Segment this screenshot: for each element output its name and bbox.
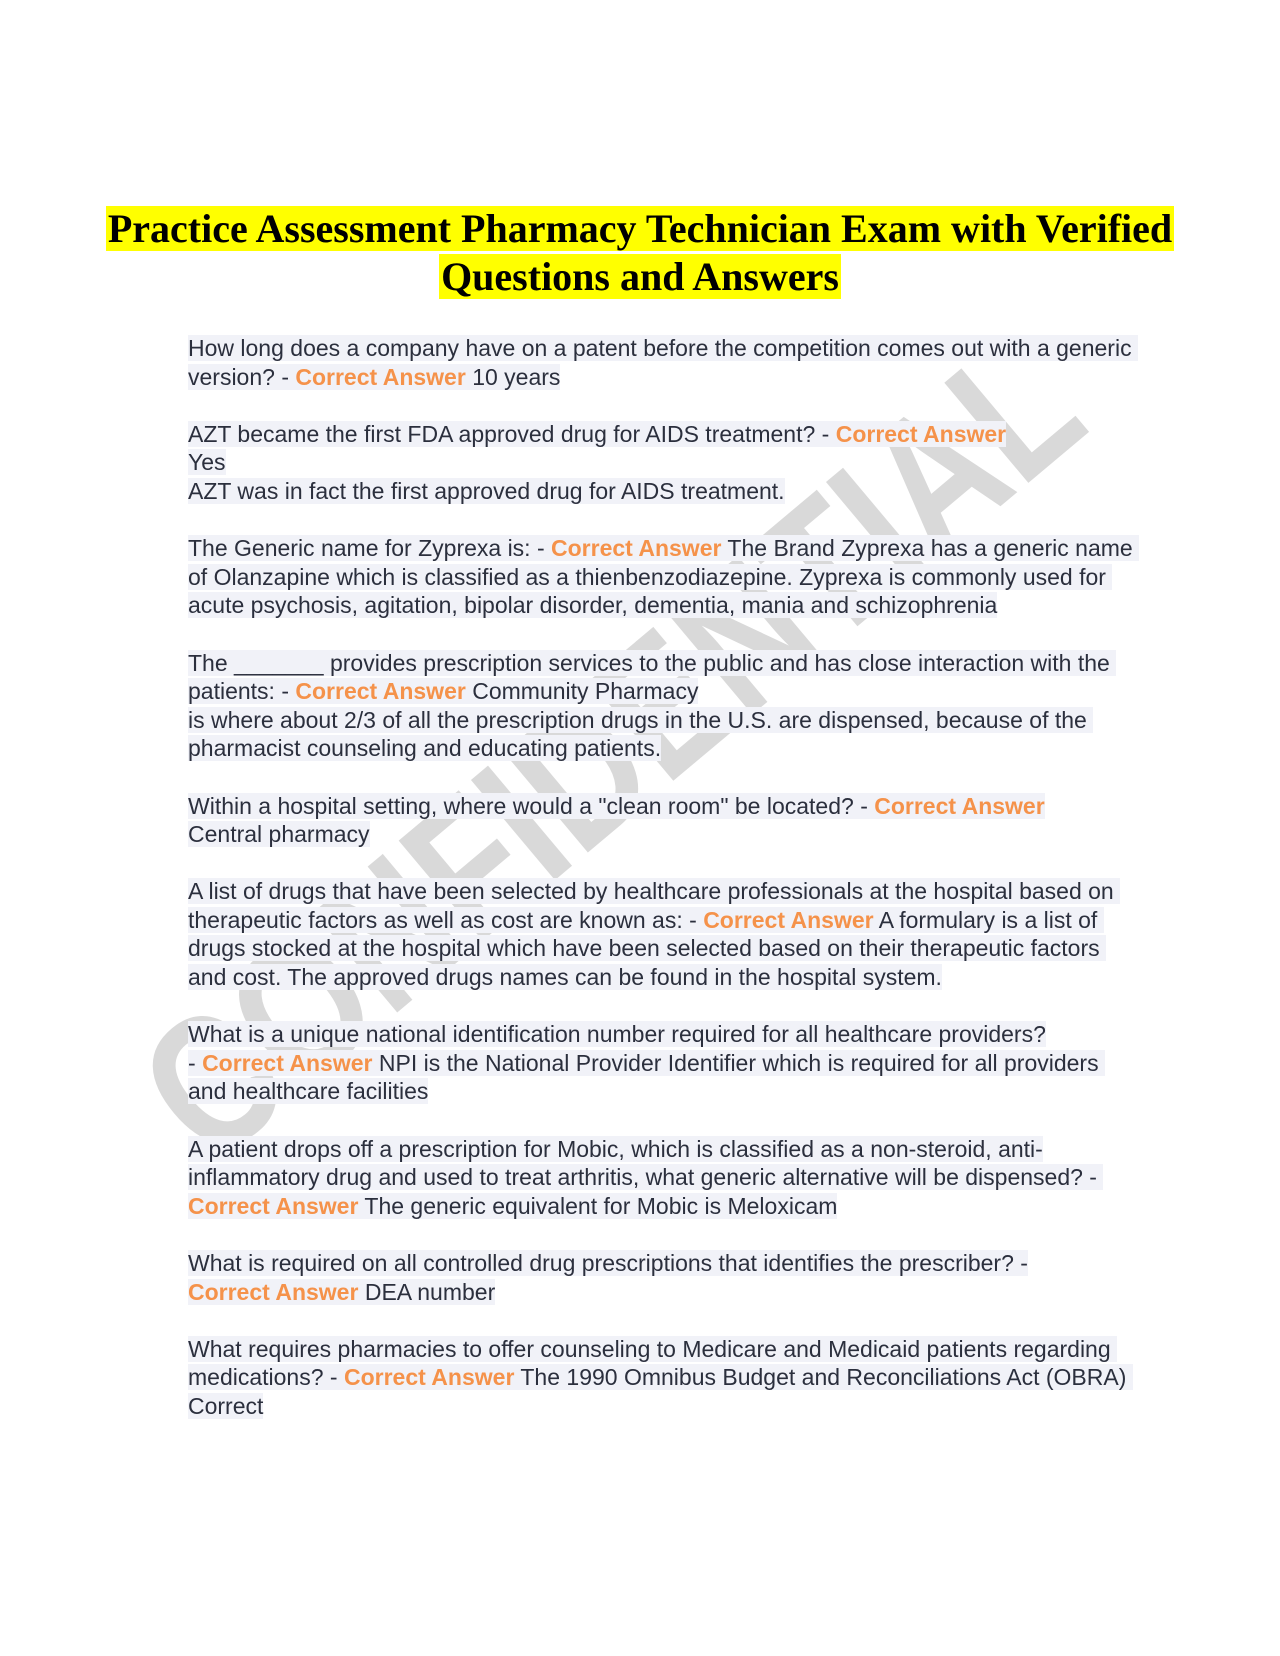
question-text: How long does a company have on a patent before the competition comes out with a generic version? -	[188, 335, 1138, 390]
qa-list	[188, 334, 1138, 1449]
correct-answer-label: Correct Answer	[703, 906, 874, 933]
question-text: What is required on all controlled drug prescriptions that identifies the prescriber? -	[188, 1250, 1028, 1276]
question-text: A list of drugs that have been selected by healthcare professionals at the hospital based on therapeutic factors as well as cost are known as: -	[188, 878, 1121, 933]
answer-text: Yes AZT was in fact the first approved drug for AIDS treatment.	[188, 449, 785, 504]
answer-text: A formulary is a list of drugs stocked at the hospital which have been selected based on their therapeutic factors and cost. The approved drugs names can be found in the hospital system.	[188, 906, 1107, 991]
correct-answer-label: Correct Answer	[295, 678, 466, 705]
qa-item	[188, 420, 1138, 506]
answer-text: The Brand Zyprexa has a generic name of Olanzapine which is classified as a thienbenzodiazepine. Zyprexa is commonly used for acute psychosis, agitation, bipolar disorder, dementia, mania and schizophrenia	[188, 535, 1140, 619]
answer-text: NPI is the National Provider Identifier which is required for all providers and healthcare facilities	[188, 1049, 1105, 1105]
qa-item	[188, 649, 1138, 763]
question-text: A patient drops off a prescription for Mobic, which is classified as a non-steroid, anti-inflammatory drug and used to treat arthritis, what generic alternative will be dispensed? -	[188, 1135, 1104, 1191]
qa-item	[188, 1335, 1138, 1421]
correct-answer-label: Correct Answer	[188, 1278, 359, 1305]
qa-item	[188, 334, 1138, 391]
document-title-text: Practice Assessment Pharmacy Technician Exam with Verified Questions and Answers	[107, 206, 1173, 299]
qa-item	[188, 1020, 1138, 1106]
qa-item	[188, 1135, 1138, 1221]
document-title	[100, 205, 1180, 301]
answer-text: The generic equivalent for Mobic is Meloxicam	[358, 1192, 838, 1219]
question-text: AZT became the first FDA approved drug for AIDS treatment? -	[188, 420, 836, 447]
correct-answer-label: Correct Answer	[202, 1049, 373, 1076]
question-text: The _______ provides prescription services to the public and has close interaction with the patients: -	[188, 649, 1117, 705]
question-text: Within a hospital setting, where would a "clean room" be located? -	[188, 792, 875, 819]
correct-answer-label: Correct Answer	[835, 420, 1007, 447]
correct-answer-label: Correct Answer	[343, 1364, 515, 1391]
question-text: What requires pharmacies to offer counseling to Medicare and Medicaid patients regarding medications? -	[188, 1335, 1118, 1391]
answer-text: Community Pharmacy is where about 2/3 of all the prescription drugs in the U.S. are dispensed, because of the pharmacist counseling and educating patients.	[188, 678, 1087, 762]
correct-answer-label: Correct Answer	[188, 1192, 359, 1219]
answer-text: DEA number	[358, 1278, 496, 1305]
answer-text: The 1990 Omnibus Budget and Reconciliations Act (OBRA) Correct	[188, 1364, 1133, 1419]
qa-item	[188, 1249, 1138, 1306]
qa-item	[188, 534, 1138, 620]
question-text: What is a unique national identification number required for all healthcare providers? -	[188, 1021, 1046, 1076]
correct-answer-label: Correct Answer	[874, 792, 1045, 819]
qa-item	[188, 877, 1138, 991]
question-text: The Generic name for Zyprexa is: -	[188, 535, 552, 562]
qa-item	[188, 792, 1138, 849]
answer-text: Central pharmacy	[188, 821, 370, 848]
answer-text: 10 years	[465, 363, 561, 390]
correct-answer-label: Correct Answer	[551, 535, 722, 562]
correct-answer-label: Correct Answer	[295, 363, 466, 390]
